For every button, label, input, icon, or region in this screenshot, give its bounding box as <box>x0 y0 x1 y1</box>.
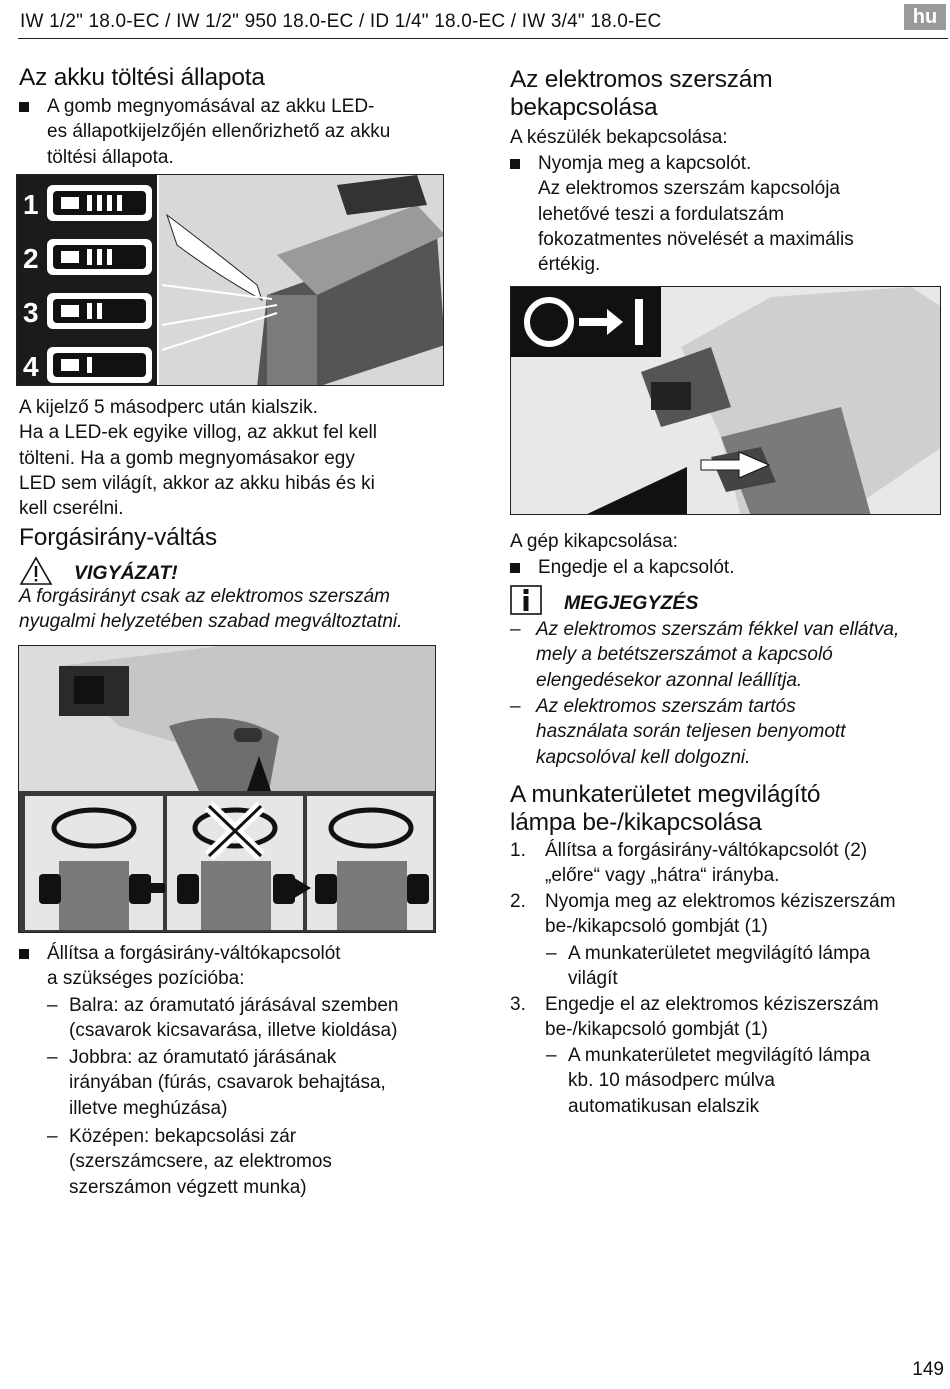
text-line: nyugalmi helyzetében szabad megváltoztatni. <box>19 611 403 633</box>
bullet-marker <box>19 949 29 959</box>
text-line: be-/kikapcsoló gombját (1) <box>545 1019 768 1041</box>
battery-figure <box>16 174 444 386</box>
heading-line: Az elektromos szerszám <box>510 66 773 93</box>
note-item <box>510 617 945 695</box>
item-text: bekapcsolási zár <box>149 1126 297 1147</box>
text-line: illetve meghúzása) <box>69 1097 228 1119</box>
battery-illustration <box>17 175 444 386</box>
text-line: kell cserélni. <box>19 498 124 520</box>
dash-marker: – <box>47 1047 58 1068</box>
text-line: Az elektromos szerszám fékkel van ellátva, <box>536 619 900 640</box>
switch-off-intro: A gép kikapcsolása: <box>510 531 678 552</box>
dash-marker: – <box>47 1126 58 1147</box>
text-line: használata során teljesen benyomott <box>536 721 846 743</box>
dash-marker: – <box>510 619 521 640</box>
text-line: LED sem világít, akkor az akku hibás és ki <box>19 472 375 494</box>
info-icon <box>510 585 542 615</box>
lamp-step-3 <box>510 992 945 1044</box>
item-text: az óramutató járásával szemben <box>118 995 399 1016</box>
warning-triangle-icon <box>19 556 53 586</box>
text-line <box>69 1124 332 1149</box>
text-line: fokozatmentes növelését a maximális <box>538 228 854 250</box>
text-line: lehetővé teszi a fordulatszám <box>538 203 785 225</box>
text-line: (csavarok kicsavarása, illetve kioldása) <box>69 1020 398 1042</box>
language-badge: hu <box>904 4 946 30</box>
bullet-marker <box>510 159 520 169</box>
lamp-step-2 <box>510 889 945 941</box>
direction-switch-figure <box>18 645 436 933</box>
text-line: világít <box>568 968 618 990</box>
bullet-marker <box>19 102 29 112</box>
text-line: szerszámon végzett munka) <box>69 1176 307 1198</box>
lamp-step-2-result <box>546 941 946 993</box>
text-line: Az elektromos szerszám kapcsolója <box>538 178 840 200</box>
heading-line: lámpa be-/kikapcsolása <box>510 809 762 836</box>
battery-level-label: 3 <box>23 297 39 328</box>
header-rule <box>18 38 948 39</box>
step-number: 1. <box>510 840 526 861</box>
text-line: elengedésekor azonnal leállítja. <box>536 669 803 691</box>
text-line: értékig. <box>538 254 601 276</box>
battery-after-text <box>19 395 469 521</box>
lamp-heading <box>510 781 820 837</box>
switch-on-bullet <box>510 151 940 281</box>
text-line: A kijelző 5 másodperc után kialszik. <box>19 397 318 418</box>
text-line: Engedje el a kapcsolót. <box>538 557 735 578</box>
warning-label: VIGYÁZAT! <box>74 562 178 584</box>
text-line: tölteni. Ha a gomb megnyomásakor egy <box>19 447 355 469</box>
text-line: Az elektromos szerszám tartós <box>536 696 796 717</box>
text-line: automatikusan elalszik <box>568 1095 760 1117</box>
battery-heading: Az akku töltési állapota <box>19 64 265 91</box>
note-item <box>510 694 945 772</box>
text-line: Ha a LED-ek egyike villog, az akkut fel kell <box>19 422 377 444</box>
direction-heading: Forgásirány-váltás <box>19 524 217 551</box>
document-header: IW 1/2" 18.0-EC / IW 1/2" 950 18.0-EC / ID 1/4" 18.0-EC / IW 3/4" 18.0-EC <box>20 11 662 32</box>
direction-bullet <box>19 941 469 993</box>
direction-switch-illustration <box>19 646 436 933</box>
text-line: kb. 10 másodperc múlva <box>568 1070 775 1092</box>
switch-on-intro: A készülék bekapcsolása: <box>510 127 728 148</box>
battery-level-label: 2 <box>23 243 39 274</box>
heading-line: bekapcsolása <box>510 94 658 121</box>
text-line <box>69 1045 386 1070</box>
text-line: Engedje el az elektromos kéziszerszám <box>545 994 879 1015</box>
direction-item-left <box>47 993 477 1045</box>
note-label: MEGJEGYZÉS <box>564 592 699 614</box>
text-line: A forgásirányt csak az elektromos szerszám <box>19 586 390 607</box>
text-line: „előre“ vagy „hátra“ irányba. <box>545 865 780 887</box>
step-number: 2. <box>510 891 526 912</box>
step-number: 3. <box>510 994 526 1015</box>
text-line: kapcsolóval kell dolgozni. <box>536 746 751 768</box>
trigger-illustration <box>511 287 941 515</box>
dash-marker: – <box>510 696 521 717</box>
direction-item-right <box>47 1045 477 1123</box>
dash-marker: – <box>47 995 58 1016</box>
warning-text <box>19 584 469 635</box>
item-text: az óramutató járásának <box>132 1047 337 1068</box>
lamp-step-1 <box>510 838 945 890</box>
dash-marker: – <box>546 943 557 964</box>
text-line: Állítsa a forgásirány-váltókapcsolót <box>47 943 341 964</box>
switch-off-bullet <box>510 555 940 581</box>
text-line: A munkaterületet megvilágító lámpa <box>568 1045 871 1066</box>
bullet-marker <box>510 563 520 573</box>
switch-on-heading <box>510 66 772 122</box>
text-line: be-/kikapcsoló gombját (1) <box>545 916 768 938</box>
text-line: a szükséges pozícióba: <box>47 968 245 990</box>
page-number: 149 <box>912 1359 944 1380</box>
text-line: A munkaterületet megvilágító lámpa <box>568 943 871 964</box>
switch-on-figure <box>510 286 941 515</box>
text-line: töltési állapota. <box>47 146 174 168</box>
item-label: Balra: <box>69 995 119 1016</box>
direction-item-center <box>47 1124 477 1202</box>
text-line: es állapotkijelzőjén ellenőrizhető az akku <box>47 121 391 143</box>
battery-level-label: 1 <box>23 189 39 220</box>
text-line: A gomb megnyomásával az akku LED- <box>47 96 375 117</box>
text-line: mely a betétszerszámot a kapcsoló <box>536 644 833 666</box>
item-label: Középen: <box>69 1126 150 1147</box>
battery-level-label: 4 <box>23 351 39 382</box>
text-line: (szerszámcsere, az elektromos <box>69 1151 332 1173</box>
dash-marker: – <box>546 1045 557 1066</box>
item-label: Jobbra: <box>69 1047 133 1068</box>
text-line: Nyomja meg az elektromos kéziszerszám <box>545 891 896 912</box>
heading-line: A munkaterületet megvilágító <box>510 781 821 808</box>
battery-bullet <box>19 94 459 172</box>
text-line: Nyomja meg a kapcsolót. <box>538 153 752 174</box>
text-line <box>69 993 399 1018</box>
text-line: irányában (fúrás, csavarok behajtása, <box>69 1072 386 1094</box>
lamp-step-3-result <box>546 1043 946 1121</box>
text-line: Állítsa a forgásirány-váltókapcsolót (2) <box>545 840 868 861</box>
